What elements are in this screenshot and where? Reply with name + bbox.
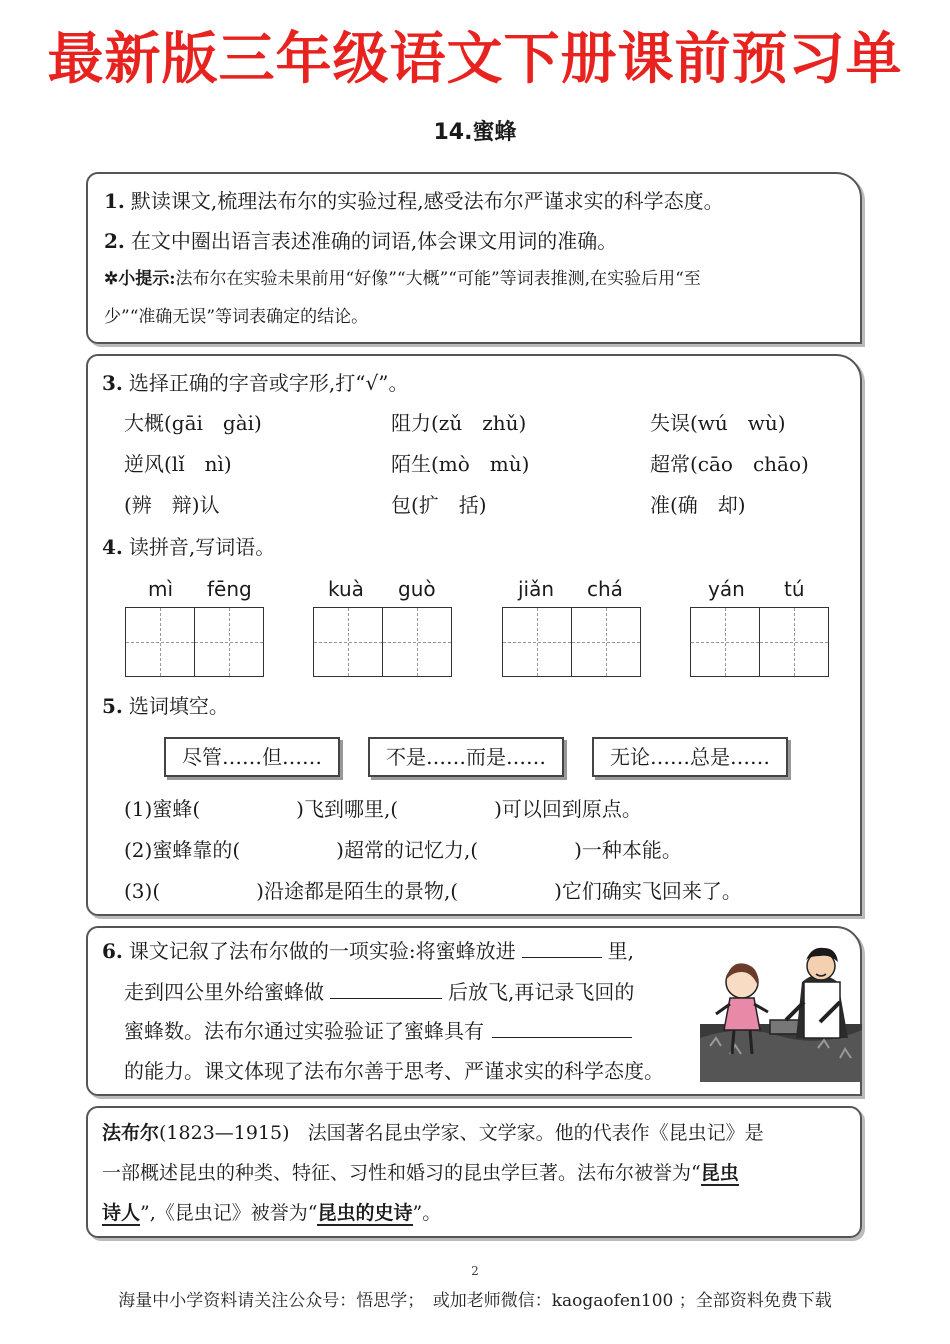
question-5-text: 选词填空。 xyxy=(128,694,229,718)
question-6-number: 6. xyxy=(102,939,123,963)
fill-sentence-3 xyxy=(124,876,742,906)
word-option-box: 无论……总是…… xyxy=(592,737,788,777)
summary-text: 蜜蜂数。法布尔通过实验验证了蜜蜂具有 xyxy=(124,1019,484,1043)
fill-sentence-1 xyxy=(124,794,642,824)
choice-item: 超常(cāo chāo) xyxy=(650,452,809,476)
author-info-text: ”,《昆虫记》被誉为“ xyxy=(140,1202,318,1224)
choice-item: (辨 辩)认 xyxy=(124,493,220,517)
sentence-part: )飞到哪里,( xyxy=(296,797,399,821)
sentence-part: )可以回到原点。 xyxy=(494,797,642,821)
author-info-text: ”。 xyxy=(412,1202,442,1224)
pinyin-label: guò xyxy=(398,577,436,601)
question-1-text: 默读课文,梳理法布尔的实验过程,感受法布尔严谨求实的科学态度。 xyxy=(130,189,724,213)
page-banner: 最新版三年级语文下册课前预习单 xyxy=(47,27,903,92)
question-1 xyxy=(104,186,724,216)
question-3-number: 3. xyxy=(102,371,123,395)
writing-grid xyxy=(690,607,830,677)
pinyin-label: chá xyxy=(587,577,623,601)
summary-line-1 xyxy=(102,936,634,966)
writing-cell[interactable] xyxy=(313,607,383,677)
pinyin-label: yán xyxy=(708,577,745,601)
writing-cell[interactable] xyxy=(382,607,452,677)
pinyin-label: fēng xyxy=(207,577,252,601)
choice-item: 大概(gāi gài) xyxy=(124,411,262,435)
footer-notice: 海量中小学资料请关注公众号：悟思学； 或加老师微信：kaogaofen100 ；全部资料免费下载 xyxy=(118,1291,832,1311)
question-2-text: 在文中圈出语言表述准确的词语,体会课文用词的准确。 xyxy=(130,229,618,253)
author-info-text: 一部概述昆虫的种类、特征、习性和婚习的昆虫学巨著。法布尔被誉为“ xyxy=(102,1162,701,1184)
author-years: (1823—1915) xyxy=(159,1122,290,1144)
choice-item: 包(扩 括) xyxy=(391,493,487,517)
writing-cell[interactable] xyxy=(759,607,829,677)
sentence-part: )它们确实飞回来了。 xyxy=(554,879,742,903)
highlight-text: 昆虫的史诗 xyxy=(317,1202,413,1224)
writing-cell[interactable] xyxy=(690,607,760,677)
sentence-part: (1)蜜蜂( xyxy=(124,797,201,821)
lesson-title: 14.蜜蜂 xyxy=(433,120,517,145)
question-5-number: 5. xyxy=(102,694,123,718)
tip-line-1 xyxy=(104,264,701,294)
question-2 xyxy=(104,226,617,256)
pinyin-label: tú xyxy=(784,577,805,601)
writing-grid xyxy=(313,607,453,677)
author-info-line-2 xyxy=(102,1158,739,1188)
page-number: 2 xyxy=(471,1264,479,1278)
question-2-number: 2. xyxy=(104,229,125,253)
writing-cell[interactable] xyxy=(194,607,264,677)
word-option-box: 不是……而是…… xyxy=(368,737,564,777)
tip-text-1: 法布尔在实验未果前用“好像”“大概”“可能”等词表推测,在实验后用“至 xyxy=(175,269,701,289)
author-info-line-1 xyxy=(102,1118,764,1148)
summary-text: 走到四公里外给蜜蜂做 xyxy=(124,980,324,1004)
writing-cell[interactable] xyxy=(125,607,195,677)
question-3 xyxy=(102,368,408,398)
author-name: 法布尔 xyxy=(102,1122,160,1144)
pinyin-label: jiǎn xyxy=(518,577,555,601)
tip-label: ✲小提示: xyxy=(104,269,176,289)
question-4-number: 4. xyxy=(102,535,123,559)
pinyin-label: kuà xyxy=(328,577,364,601)
writing-grid xyxy=(502,607,642,677)
summary-text: 课文记叙了法布尔做的一项实验:将蜜蜂放进 xyxy=(128,939,516,963)
summary-line-2 xyxy=(124,977,634,1007)
word-option-box: 尽管……但…… xyxy=(164,737,340,777)
writing-grid xyxy=(125,607,265,677)
highlight-text: 昆虫 xyxy=(700,1162,739,1184)
answer-blank[interactable] xyxy=(522,937,602,958)
summary-text: 后放飞,再记录飞回的 xyxy=(448,980,635,1004)
writing-cell[interactable] xyxy=(571,607,641,677)
choice-item: 陌生(mò mù) xyxy=(391,452,530,476)
choice-item: 阻力(zǔ zhǔ) xyxy=(391,411,527,435)
fill-sentence-2 xyxy=(124,835,682,865)
section-reading-tasks xyxy=(86,172,862,344)
sentence-part: (2)蜜蜂靠的( xyxy=(124,838,241,862)
summary-text: 里, xyxy=(607,939,634,963)
tip-line-2: 少”“准确无误”等词表确定的结论。 xyxy=(104,307,369,327)
choice-item: 准(确 却) xyxy=(650,493,746,517)
sentence-part: )超常的记忆力,( xyxy=(336,838,479,862)
choice-item: 失误(wú wù) xyxy=(650,411,786,435)
question-5 xyxy=(102,691,229,721)
answer-blank[interactable] xyxy=(330,978,442,999)
sentence-part: )沿途都是陌生的景物,( xyxy=(256,879,459,903)
question-3-text: 选择正确的字音或字形,打“√”。 xyxy=(128,371,409,395)
highlight-text: 诗人 xyxy=(102,1202,141,1224)
author-info-line-3 xyxy=(102,1198,441,1228)
summary-line-3 xyxy=(124,1016,632,1046)
question-1-number: 1. xyxy=(104,189,125,213)
choice-item: 逆风(lǐ nì) xyxy=(124,452,232,476)
answer-blank[interactable] xyxy=(492,1017,632,1038)
writing-cell[interactable] xyxy=(502,607,572,677)
pinyin-label: mì xyxy=(148,577,174,601)
question-4-text: 读拼音,写词语。 xyxy=(128,535,276,559)
summary-line-4: 的能力。课文体现了法布尔善于思考、严谨求实的科学态度。 xyxy=(124,1059,664,1083)
sentence-part: )一种本能。 xyxy=(574,838,682,862)
author-info-text: 法国著名昆虫学家、文学家。他的代表作《昆虫记》是 xyxy=(307,1122,764,1144)
fabre-and-girl-illustration xyxy=(700,942,862,1082)
question-4 xyxy=(102,532,275,562)
sentence-part: (3)( xyxy=(124,879,161,903)
